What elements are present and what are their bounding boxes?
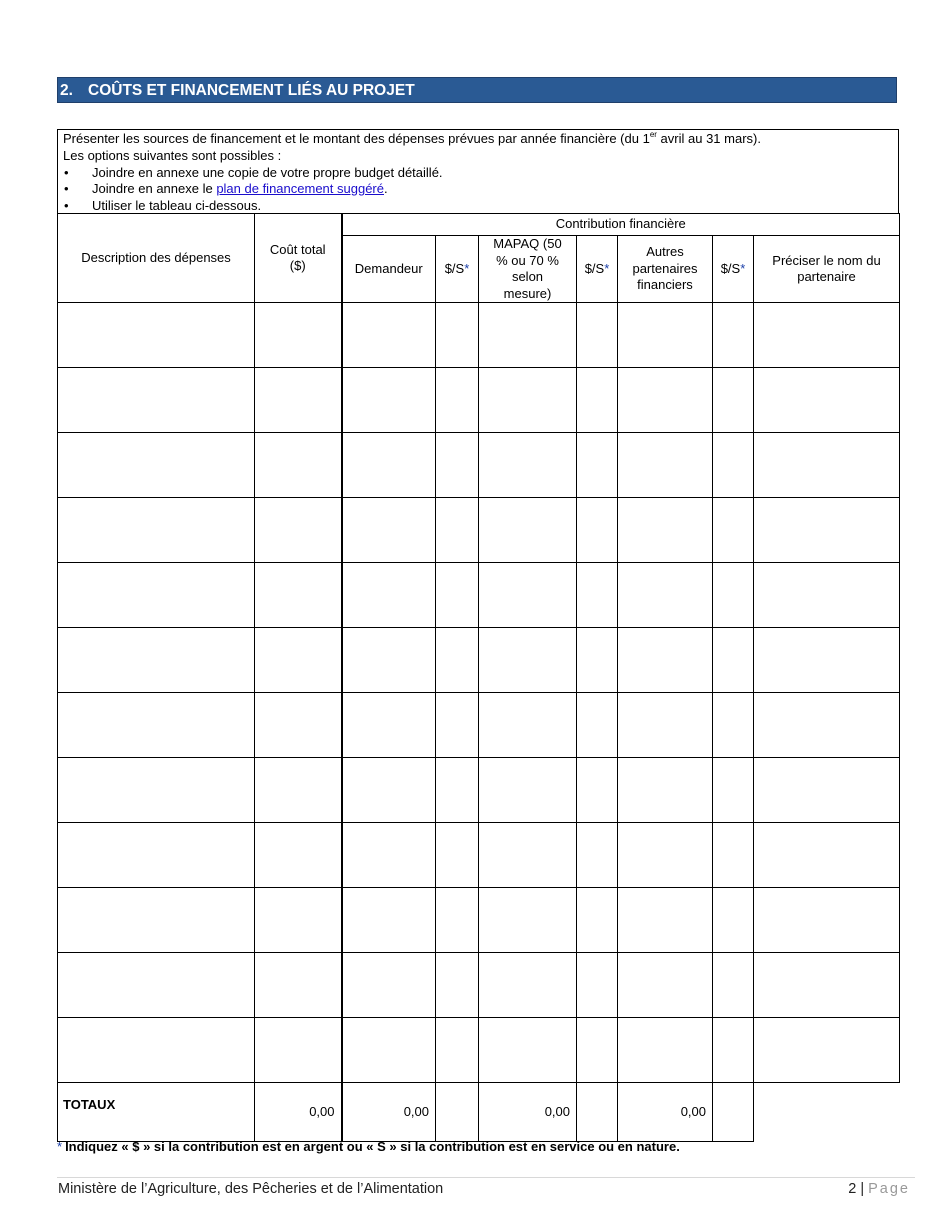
cell-type-demandeur[interactable]	[436, 433, 479, 498]
cell-description[interactable]	[58, 953, 255, 1018]
cell-partenaire[interactable]	[754, 888, 900, 953]
cell-autres[interactable]	[618, 628, 713, 693]
cell-partenaire[interactable]	[754, 823, 900, 888]
cell-demandeur[interactable]	[342, 758, 436, 823]
cell-demandeur[interactable]	[342, 563, 436, 628]
cell-cout-total[interactable]	[255, 433, 342, 498]
cell-demandeur[interactable]	[342, 368, 436, 433]
cell-autres[interactable]	[618, 1018, 713, 1083]
cell-demandeur[interactable]	[342, 953, 436, 1018]
cell-type-autres[interactable]	[713, 693, 754, 758]
cell-type-mapaq[interactable]	[577, 563, 618, 628]
cell-cout-total[interactable]	[255, 953, 342, 1018]
cell-partenaire[interactable]	[754, 563, 900, 628]
cell-type-mapaq[interactable]	[577, 1018, 618, 1083]
option-item-plan: • Joindre en annexe le plan de financement suggéré.	[63, 181, 893, 198]
budget-table	[57, 213, 900, 1142]
cell-type-mapaq[interactable]	[577, 693, 618, 758]
cell-mapaq[interactable]	[479, 498, 577, 563]
table-row	[58, 888, 900, 953]
cell-type-demandeur[interactable]	[436, 563, 479, 628]
totals-empty-cell	[754, 1083, 900, 1142]
section-number: 2.	[60, 82, 73, 99]
cell-type-autres[interactable]	[713, 1018, 754, 1083]
footer-ministry: Ministère de l’Agriculture, des Pêcheries et de l’Alimentation	[58, 1181, 444, 1197]
table-row	[58, 823, 900, 888]
header-type-demandeur: $/S*	[436, 236, 479, 303]
total-autres: 0,00	[618, 1083, 713, 1142]
total-demandeur: 0,00	[342, 1083, 436, 1142]
cell-partenaire[interactable]	[754, 368, 900, 433]
cell-mapaq[interactable]	[479, 303, 577, 368]
cell-partenaire[interactable]	[754, 758, 900, 823]
cell-autres[interactable]	[618, 303, 713, 368]
table-row	[58, 498, 900, 563]
cell-mapaq[interactable]	[479, 628, 577, 693]
instructions-line-2: Les options suivantes sont possibles :	[63, 147, 282, 163]
cell-type-autres[interactable]	[713, 563, 754, 628]
cell-type-autres[interactable]	[713, 368, 754, 433]
cell-partenaire[interactable]	[754, 303, 900, 368]
cell-autres[interactable]	[618, 758, 713, 823]
cell-autres[interactable]	[618, 433, 713, 498]
cell-demandeur[interactable]	[342, 498, 436, 563]
cell-type-mapaq[interactable]	[577, 823, 618, 888]
cell-partenaire[interactable]	[754, 433, 900, 498]
options-list	[63, 165, 893, 215]
asterisk-marker: *	[464, 260, 470, 276]
cell-demandeur[interactable]	[342, 433, 436, 498]
section-title: COÛTS ET FINANCEMENT LIÉS AU PROJET	[88, 82, 415, 99]
asterisk-marker: *	[604, 260, 610, 276]
total-type-demandeur[interactable]	[436, 1083, 479, 1142]
total-type-autres[interactable]	[713, 1083, 754, 1142]
cell-cout-total[interactable]	[255, 303, 342, 368]
cell-mapaq[interactable]	[479, 368, 577, 433]
cell-description[interactable]	[58, 888, 255, 953]
cell-mapaq[interactable]	[479, 953, 577, 1018]
cell-description[interactable]	[58, 628, 255, 693]
footer-divider	[57, 1177, 915, 1178]
asterisk-marker: *	[57, 1139, 63, 1154]
header-autres-partenaires: Autres partenaires financiers	[618, 236, 713, 303]
cell-autres[interactable]	[618, 823, 713, 888]
total-cout: 0,00	[255, 1083, 342, 1142]
cell-type-demandeur[interactable]	[436, 823, 479, 888]
cell-type-demandeur[interactable]	[436, 1018, 479, 1083]
cell-mapaq[interactable]	[479, 433, 577, 498]
cell-type-autres[interactable]	[713, 758, 754, 823]
cell-autres[interactable]	[618, 498, 713, 563]
table-row	[58, 563, 900, 628]
cell-description[interactable]	[58, 758, 255, 823]
section-header	[57, 77, 897, 103]
cell-type-demandeur[interactable]	[436, 758, 479, 823]
header-type-autres: $/S*	[713, 236, 754, 303]
cell-type-autres[interactable]	[713, 953, 754, 1018]
footnote	[57, 1139, 680, 1154]
cell-partenaire[interactable]	[754, 498, 900, 563]
cell-type-autres[interactable]	[713, 628, 754, 693]
cell-description[interactable]	[58, 498, 255, 563]
cell-partenaire[interactable]	[754, 693, 900, 758]
cell-cout-total[interactable]	[255, 368, 342, 433]
total-mapaq: 0,00	[479, 1083, 577, 1142]
cell-description[interactable]	[58, 303, 255, 368]
cell-cout-total[interactable]	[255, 1018, 342, 1083]
page-separator: |	[860, 1181, 865, 1197]
cell-type-demandeur[interactable]	[436, 888, 479, 953]
cell-description[interactable]	[58, 1018, 255, 1083]
plan-financement-link[interactable]: plan de financement suggéré	[216, 181, 384, 197]
cell-cout-total[interactable]	[255, 888, 342, 953]
instructions-box	[57, 129, 899, 214]
cell-type-demandeur[interactable]	[436, 368, 479, 433]
cell-mapaq[interactable]	[479, 1018, 577, 1083]
cell-type-mapaq[interactable]	[577, 498, 618, 563]
table-row	[58, 368, 900, 433]
option-item-table: • Utiliser le tableau ci-dessous.	[63, 198, 893, 215]
cell-demandeur[interactable]	[342, 823, 436, 888]
cell-description[interactable]	[58, 563, 255, 628]
page-label: Page	[868, 1181, 910, 1197]
cell-partenaire[interactable]	[754, 628, 900, 693]
cell-demandeur[interactable]	[342, 303, 436, 368]
cell-demandeur[interactable]	[342, 888, 436, 953]
cell-type-autres[interactable]	[713, 303, 754, 368]
cell-mapaq[interactable]	[479, 758, 577, 823]
cell-type-demandeur[interactable]	[436, 303, 479, 368]
instructions-line-1: Présenter les sources de financement et le montant des dépenses prévues par année financière (du 1er avril au 31 mars).	[63, 129, 761, 146]
cell-autres[interactable]	[618, 368, 713, 433]
cell-cout-total[interactable]	[255, 823, 342, 888]
cell-type-autres[interactable]	[713, 823, 754, 888]
asterisk-marker: *	[740, 260, 746, 276]
cell-cout-total[interactable]	[255, 498, 342, 563]
cell-mapaq[interactable]	[479, 693, 577, 758]
cell-type-mapaq[interactable]	[577, 368, 618, 433]
cell-mapaq[interactable]	[479, 563, 577, 628]
cell-demandeur[interactable]	[342, 1018, 436, 1083]
cell-type-autres[interactable]	[713, 433, 754, 498]
table-row	[58, 433, 900, 498]
cell-cout-total[interactable]	[255, 563, 342, 628]
cell-type-mapaq[interactable]	[577, 888, 618, 953]
table-row	[58, 303, 900, 368]
cell-type-autres[interactable]	[713, 498, 754, 563]
cell-mapaq[interactable]	[479, 888, 577, 953]
footer-page	[848, 1181, 910, 1197]
cell-description[interactable]	[58, 693, 255, 758]
cell-autres[interactable]	[618, 563, 713, 628]
cell-cout-total[interactable]	[255, 693, 342, 758]
cell-type-demandeur[interactable]	[436, 953, 479, 1018]
cell-mapaq[interactable]	[479, 823, 577, 888]
cell-partenaire[interactable]	[754, 1018, 900, 1083]
header-type-mapaq: $/S*	[577, 236, 618, 303]
header-contribution-financiere: Contribution financière	[342, 214, 900, 236]
table-row	[58, 693, 900, 758]
cell-type-demandeur[interactable]	[436, 628, 479, 693]
header-preciser-partenaire: Préciser le nom du partenaire	[754, 236, 900, 303]
cell-autres[interactable]	[618, 693, 713, 758]
cell-type-mapaq[interactable]	[577, 758, 618, 823]
cell-type-mapaq[interactable]	[577, 953, 618, 1018]
cell-description[interactable]	[58, 433, 255, 498]
cell-type-demandeur[interactable]	[436, 498, 479, 563]
cell-demandeur[interactable]	[342, 693, 436, 758]
cell-description[interactable]	[58, 823, 255, 888]
cell-type-demandeur[interactable]	[436, 693, 479, 758]
cell-cout-total[interactable]	[255, 758, 342, 823]
footnote-text: Indiquez « $ » si la contribution est en argent ou « S » si la contribution est en service ou en nature.	[65, 1139, 680, 1154]
option-item-budget: • Joindre en annexe une copie de votre propre budget détaillé.	[63, 165, 893, 182]
header-description: Description des dépenses	[58, 214, 255, 303]
table-row	[58, 628, 900, 693]
cell-type-mapaq[interactable]	[577, 433, 618, 498]
cell-description[interactable]	[58, 368, 255, 433]
page-number: 2	[848, 1181, 857, 1197]
table-row	[58, 953, 900, 1018]
table-row	[58, 1018, 900, 1083]
cell-demandeur[interactable]	[342, 628, 436, 693]
cell-partenaire[interactable]	[754, 953, 900, 1018]
cell-autres[interactable]	[618, 953, 713, 1018]
cell-type-mapaq[interactable]	[577, 303, 618, 368]
header-mapaq: MAPAQ (50 % ou 70 % selon mesure)	[479, 236, 577, 303]
cell-type-autres[interactable]	[713, 888, 754, 953]
totals-row	[58, 1083, 900, 1142]
header-demandeur: Demandeur	[342, 236, 436, 303]
total-type-mapaq[interactable]	[577, 1083, 618, 1142]
header-row-1	[58, 214, 900, 236]
table-row	[58, 758, 900, 823]
cell-autres[interactable]	[618, 888, 713, 953]
totals-label: TOTAUX	[58, 1083, 255, 1142]
cell-cout-total[interactable]	[255, 628, 342, 693]
cell-type-mapaq[interactable]	[577, 628, 618, 693]
header-cout-total: Coût total ($)	[255, 214, 342, 303]
